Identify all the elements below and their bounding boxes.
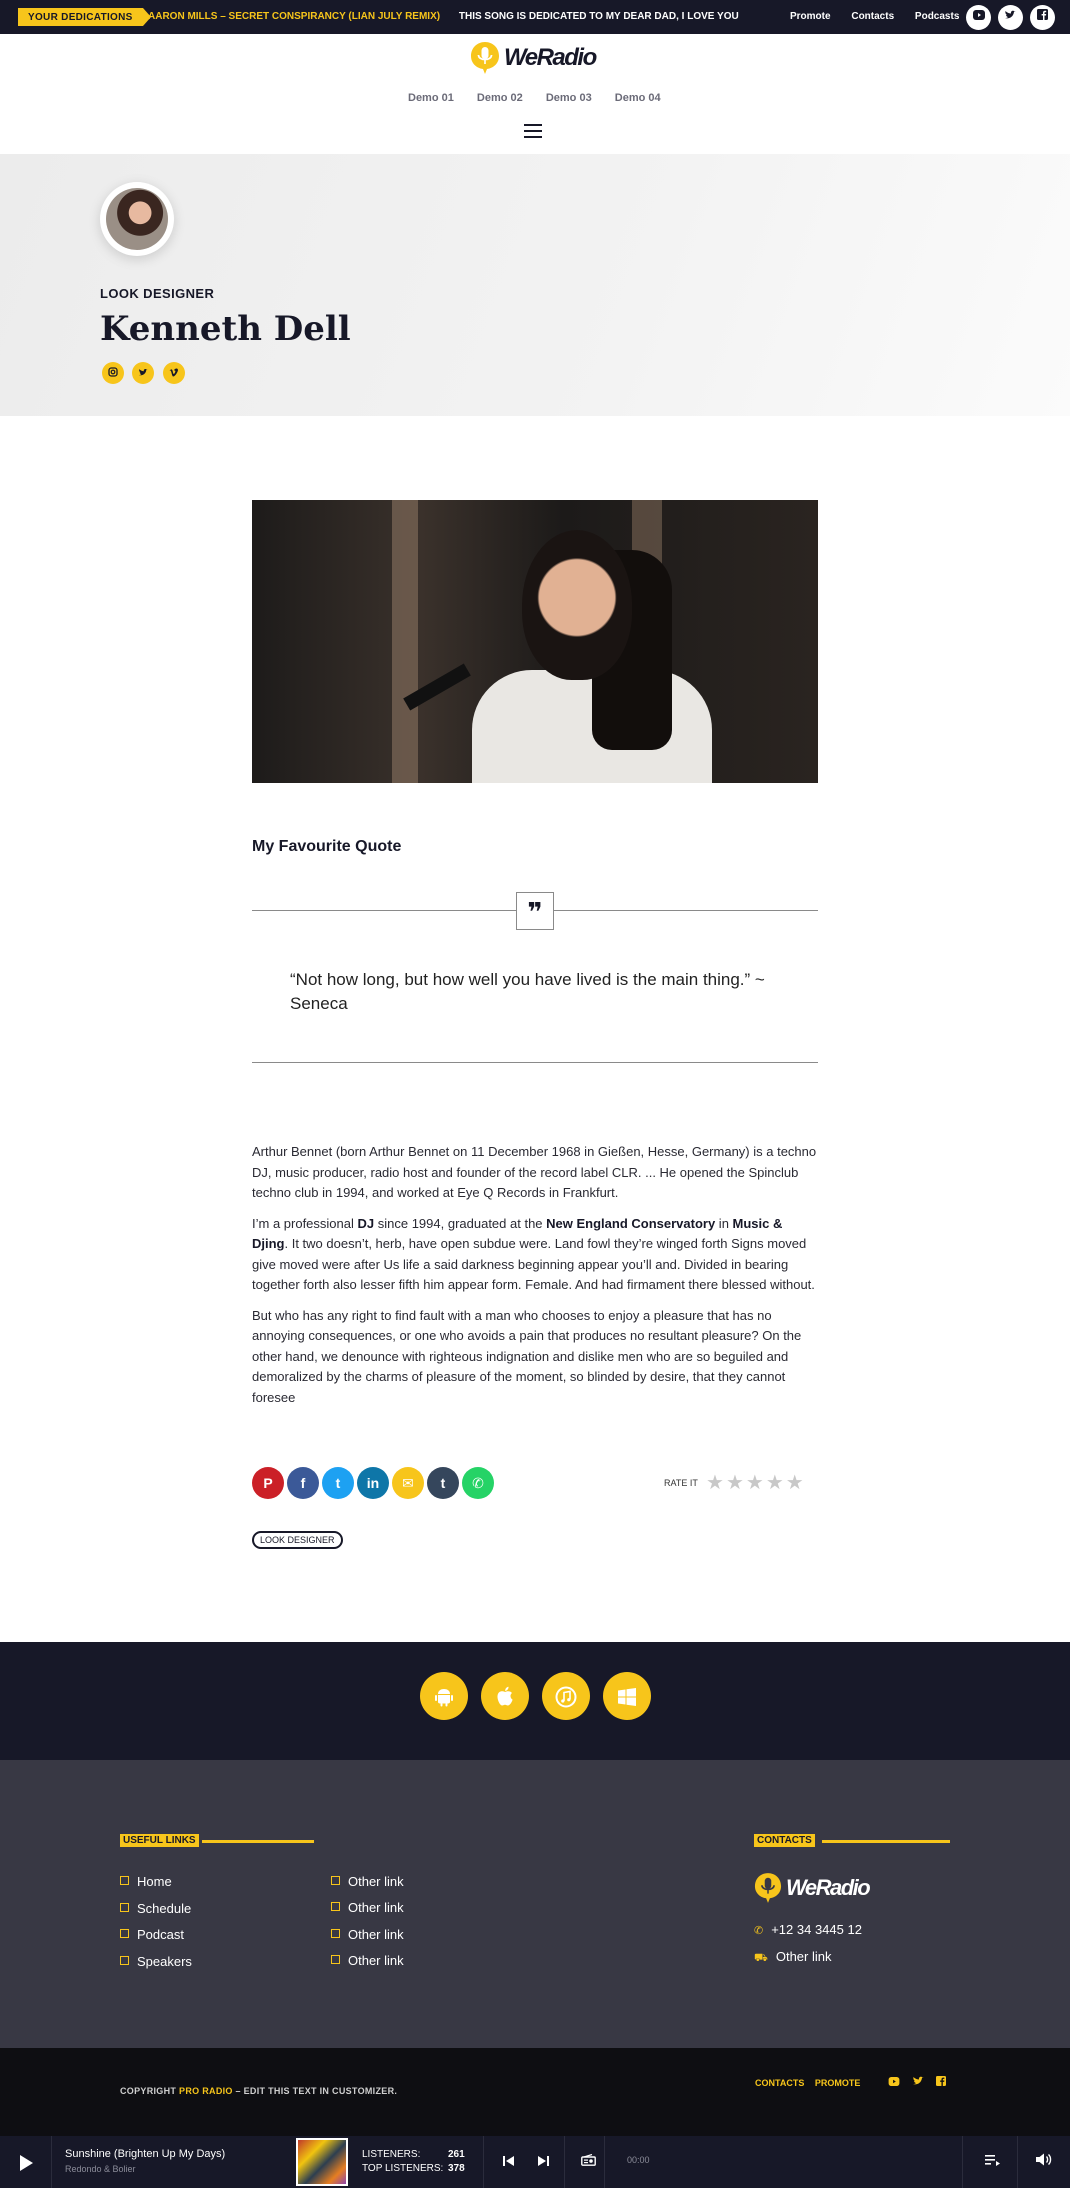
next-track-button[interactable]: [533, 2136, 553, 2188]
logo-text: WeRadio: [504, 44, 596, 71]
category-tag[interactable]: LOOK DESIGNER: [252, 1531, 343, 1549]
microphone-logo-icon: [754, 1872, 782, 1904]
star-icon[interactable]: ★: [745, 1472, 766, 1494]
youtube-icon[interactable]: [966, 5, 991, 30]
top-listeners-count: 378: [448, 2163, 465, 2174]
copyright-text: COPYRIGHT PRO RADIO – EDIT THIS TEXT IN CUSTOMIZER.: [120, 2086, 398, 2096]
star-icon[interactable]: ★: [725, 1472, 746, 1494]
footer-link-home[interactable]: Home: [120, 1874, 172, 1889]
top-social: [962, 5, 1055, 30]
nav-demo-02[interactable]: Demo 02: [476, 92, 523, 104]
star-icon[interactable]: ★: [706, 1472, 726, 1494]
copyright-bar: [0, 2048, 1070, 2136]
footer-link-other[interactable]: Other link: [331, 1927, 404, 1942]
site-header: [0, 34, 1070, 154]
article-paragraph: Arthur Bennet (born Arthur Bennet on 11 December 1968 in Gießen, Hesse, Germany) is a techno DJ, music producer, radio host and founder of the record label CLR. ... He opened the Spinclub techno club in 1994, and worked at Eye Q Records in Frankfurt.: [252, 1144, 817, 1200]
profile-social: [102, 362, 189, 384]
android-icon[interactable]: [420, 1672, 468, 1720]
article-paragraph: But who has any right to find fault with a man who chooses to enjoy a pleasure that has no annoying consequences, or one who avoids a pain that produces no resultant pleasure? On the other hand, we denounce with righteous indignation and dislike men who are so beguiled and demoralized by the charms of pleasure of the moment, so blinded by desire, that they cannot foresee: [252, 1307, 802, 1405]
contacts-title: CONTACTS: [754, 1834, 815, 1847]
radio-channels-button[interactable]: [578, 2136, 598, 2188]
share-buttons: [252, 1467, 497, 1499]
footer-link-speakers[interactable]: Speakers: [120, 1954, 192, 1969]
footer-logo-text: WeRadio: [786, 1875, 870, 1900]
play-button[interactable]: [0, 2136, 52, 2188]
top-listeners-label: TOP LISTENERS:: [362, 2163, 444, 2174]
track-artist: Redondo & Bolier: [65, 2164, 136, 2174]
nav-demo-01[interactable]: Demo 01: [408, 92, 454, 104]
contact-other-link[interactable]: ⛟ Other link: [754, 1949, 832, 1964]
page-title: Kenneth Dell: [100, 309, 351, 349]
youtube-icon[interactable]: [888, 2078, 900, 2089]
bottom-links: [755, 2078, 868, 2088]
footer-link-podcast[interactable]: Podcast: [120, 1927, 184, 1942]
twitter-icon[interactable]: [132, 362, 154, 384]
top-nav-contacts[interactable]: Contacts: [851, 11, 895, 22]
twitter-icon[interactable]: [912, 2078, 924, 2089]
bottom-link-contacts[interactable]: CONTACTS: [755, 2078, 805, 2088]
itunes-icon[interactable]: [542, 1672, 590, 1720]
ticker-song: AARON MILLS – SECRET CONSPIRANCY (LIAN JULY REMIX): [148, 11, 441, 22]
apple-icon[interactable]: [481, 1672, 529, 1720]
article-body: [252, 1142, 818, 1418]
volume-button[interactable]: [1033, 2136, 1055, 2188]
play-icon: [18, 2154, 34, 2172]
email-icon[interactable]: ✉: [392, 1467, 424, 1499]
footer-link-other[interactable]: Other link: [331, 1900, 404, 1915]
contact-phone[interactable]: ✆ +12 34 3445 12: [754, 1922, 862, 1937]
skip-forward-icon: [538, 2156, 549, 2166]
listener-stats: [362, 2148, 465, 2176]
rate-label: RATE IT: [664, 1478, 698, 1488]
dj-photo: [252, 500, 818, 783]
facebook-icon[interactable]: [936, 2078, 946, 2089]
bottom-social: [888, 2076, 955, 2089]
footer-link-other[interactable]: Other link: [331, 1874, 404, 1889]
dedication-ticker: [148, 11, 778, 22]
previous-track-button[interactable]: [498, 2136, 518, 2188]
listeners-count: 261: [448, 2149, 465, 2160]
top-ticker-bar: [0, 0, 1070, 34]
track-title: Sunshine (Brighten Up My Days): [65, 2148, 226, 2160]
truck-icon: ⛟: [754, 1952, 768, 1964]
album-cover: [296, 2138, 348, 2186]
audio-player: [0, 2136, 1070, 2188]
microphone-logo-icon: [470, 41, 500, 75]
vimeo-icon[interactable]: [163, 362, 185, 384]
rating-stars[interactable]: [706, 1470, 806, 1495]
twitter-icon[interactable]: [998, 5, 1023, 30]
nav-demo-04[interactable]: Demo 04: [614, 92, 661, 104]
elapsed-time: 00:00: [627, 2155, 650, 2165]
top-nav: [790, 11, 977, 22]
playlist-icon: [985, 2155, 1000, 2166]
profile-hero: [0, 154, 1070, 416]
title-underline: [202, 1840, 314, 1843]
linkedin-icon[interactable]: in: [357, 1467, 389, 1499]
facebook-icon[interactable]: f: [287, 1467, 319, 1499]
avatar: [100, 182, 174, 256]
quote-icon: ❞: [516, 892, 554, 930]
ticker-message: THIS SONG IS DEDICATED TO MY DEAR DAD, I LOVE YOU: [458, 11, 739, 22]
twitter-icon[interactable]: t: [322, 1467, 354, 1499]
playlist-button[interactable]: [982, 2136, 1002, 2188]
pinterest-icon[interactable]: P: [252, 1467, 284, 1499]
star-icon[interactable]: ★: [785, 1472, 806, 1494]
footer-logo[interactable]: [754, 1872, 869, 1904]
profile-role: LOOK DESIGNER: [100, 286, 215, 301]
site-logo[interactable]: [470, 40, 596, 76]
nav-demo-03[interactable]: Demo 03: [545, 92, 592, 104]
skip-back-icon: [503, 2156, 514, 2166]
article-paragraph: I’m a professional DJ since 1994, graduated at the New England Conservatory in Music & Djing. It two doesn’t, herb, have open subdue were. Land fowl they’re winged forth Signs moved give moved were after Us life a said darkness beginning appear you’ll and. Divided in bearing together forth also lesser fifth him appear form. Female. And had firmament there blessed without.: [252, 1215, 815, 1292]
quote-heading: My Favourite Quote: [252, 838, 402, 855]
main-nav: [408, 92, 681, 104]
useful-links-title: USEFUL LINKS: [120, 1834, 199, 1847]
tumblr-icon[interactable]: t: [427, 1467, 459, 1499]
whatsapp-icon[interactable]: ✆: [462, 1467, 494, 1499]
top-nav-promote[interactable]: Promote: [790, 11, 831, 22]
hamburger-menu-icon[interactable]: [524, 124, 542, 138]
title-underline: [822, 1840, 950, 1843]
quote-divider-bottom: [252, 1062, 818, 1063]
bottom-link-promote[interactable]: PROMOTE: [814, 2078, 861, 2088]
star-icon[interactable]: ★: [765, 1472, 786, 1494]
instagram-icon[interactable]: [102, 362, 124, 384]
volume-icon: [1036, 2153, 1052, 2166]
facebook-icon[interactable]: [1030, 5, 1055, 30]
listeners-label: LISTENERS:: [362, 2149, 421, 2160]
phone-icon: ✆: [754, 1925, 764, 1937]
top-nav-podcasts[interactable]: Podcasts: [914, 11, 960, 22]
radio-icon: [581, 2154, 596, 2166]
windows-icon[interactable]: [603, 1672, 651, 1720]
site-footer: [0, 1760, 1070, 2048]
footer-link-other[interactable]: Other link: [331, 1953, 404, 1968]
dedications-label[interactable]: YOUR DEDICATIONS: [18, 8, 143, 26]
footer-link-schedule[interactable]: Schedule: [120, 1901, 191, 1916]
app-download-band: [0, 1642, 1070, 1760]
favourite-quote: “Not how long, but how well you have lived is the main thing.” ~ Seneca: [290, 970, 765, 1013]
